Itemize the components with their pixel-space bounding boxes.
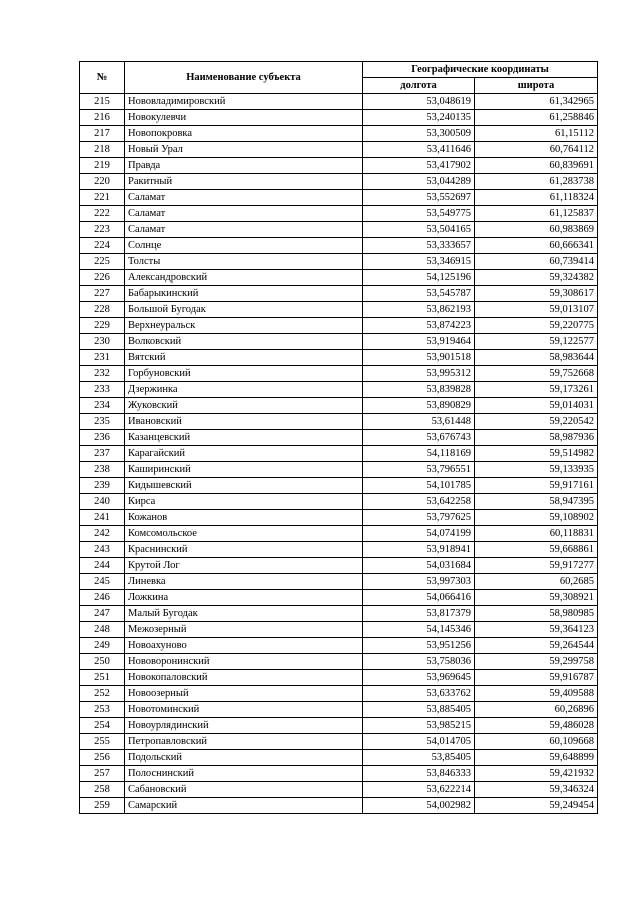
longitude-cell: 53,676743 (363, 430, 475, 446)
longitude-cell: 53,044289 (363, 174, 475, 190)
table-row (80, 526, 598, 542)
longitude-cell: 54,118169 (363, 446, 475, 462)
table-row (80, 574, 598, 590)
row-number: 259 (80, 798, 125, 814)
longitude-cell: 53,969645 (363, 670, 475, 686)
subject-name: Ракитный (125, 174, 363, 190)
row-number: 237 (80, 446, 125, 462)
table-row (80, 734, 598, 750)
latitude-cell: 59,013107 (475, 302, 598, 318)
subject-name: Горбуновский (125, 366, 363, 382)
longitude-cell: 53,995312 (363, 366, 475, 382)
longitude-cell: 53,549775 (363, 206, 475, 222)
subject-name: Подольский (125, 750, 363, 766)
latitude-cell: 59,364123 (475, 622, 598, 638)
longitude-cell: 53,346915 (363, 254, 475, 270)
subject-name: Кирса (125, 494, 363, 510)
latitude-cell: 59,324382 (475, 270, 598, 286)
latitude-cell: 59,648899 (475, 750, 598, 766)
row-number: 232 (80, 366, 125, 382)
subject-name: Новотоминский (125, 702, 363, 718)
longitude-cell: 53,901518 (363, 350, 475, 366)
row-number: 252 (80, 686, 125, 702)
longitude-cell: 53,890829 (363, 398, 475, 414)
header-number: № (80, 62, 125, 94)
longitude-cell: 53,862193 (363, 302, 475, 318)
table-row (80, 750, 598, 766)
table-row (80, 222, 598, 238)
subject-name: Толсты (125, 254, 363, 270)
subject-name: Новокулевчи (125, 110, 363, 126)
latitude-cell: 59,220775 (475, 318, 598, 334)
table-row (80, 542, 598, 558)
table-row (80, 446, 598, 462)
latitude-cell: 61,125837 (475, 206, 598, 222)
longitude-cell: 53,61448 (363, 414, 475, 430)
longitude-cell: 53,817379 (363, 606, 475, 622)
latitude-cell: 61,342965 (475, 94, 598, 110)
latitude-cell: 58,983644 (475, 350, 598, 366)
table-row (80, 686, 598, 702)
table-row (80, 782, 598, 798)
table-row (80, 654, 598, 670)
latitude-cell: 59,220542 (475, 414, 598, 430)
latitude-cell: 59,486028 (475, 718, 598, 734)
row-number: 218 (80, 142, 125, 158)
table-row (80, 414, 598, 430)
longitude-cell: 54,031684 (363, 558, 475, 574)
header-subject-name: Наименование субъекта (125, 62, 363, 94)
subject-name: Волковский (125, 334, 363, 350)
table-row (80, 606, 598, 622)
table-row (80, 350, 598, 366)
latitude-cell: 59,249454 (475, 798, 598, 814)
table-row (80, 382, 598, 398)
row-number: 257 (80, 766, 125, 782)
row-number: 228 (80, 302, 125, 318)
table-row (80, 430, 598, 446)
latitude-cell: 59,917277 (475, 558, 598, 574)
row-number: 216 (80, 110, 125, 126)
table-row (80, 798, 598, 814)
latitude-cell: 61,258846 (475, 110, 598, 126)
subject-name: Саламат (125, 190, 363, 206)
table-row (80, 318, 598, 334)
row-number: 245 (80, 574, 125, 590)
longitude-cell: 54,014705 (363, 734, 475, 750)
row-number: 215 (80, 94, 125, 110)
table-row (80, 510, 598, 526)
longitude-cell: 53,240135 (363, 110, 475, 126)
longitude-cell: 54,074199 (363, 526, 475, 542)
table-row (80, 270, 598, 286)
latitude-cell: 60,739414 (475, 254, 598, 270)
table-row (80, 670, 598, 686)
row-number: 233 (80, 382, 125, 398)
subject-name: Новоахуново (125, 638, 363, 654)
latitude-cell: 59,299758 (475, 654, 598, 670)
latitude-cell: 59,421932 (475, 766, 598, 782)
latitude-cell: 59,014031 (475, 398, 598, 414)
table-row (80, 302, 598, 318)
latitude-cell: 60,118831 (475, 526, 598, 542)
row-number: 230 (80, 334, 125, 350)
longitude-cell: 53,951256 (363, 638, 475, 654)
subject-name: Карагайский (125, 446, 363, 462)
longitude-cell: 53,758036 (363, 654, 475, 670)
longitude-cell: 53,797625 (363, 510, 475, 526)
latitude-cell: 59,308921 (475, 590, 598, 606)
row-number: 250 (80, 654, 125, 670)
latitude-cell: 60,109668 (475, 734, 598, 750)
subject-name: Правда (125, 158, 363, 174)
subject-name: Новоозерный (125, 686, 363, 702)
latitude-cell: 60,839691 (475, 158, 598, 174)
longitude-cell: 54,101785 (363, 478, 475, 494)
latitude-cell: 59,108902 (475, 510, 598, 526)
subject-name: Саламат (125, 206, 363, 222)
longitude-cell: 53,545787 (363, 286, 475, 302)
table-row (80, 110, 598, 126)
row-number: 217 (80, 126, 125, 142)
table-row (80, 366, 598, 382)
subject-name: Новокопаловский (125, 670, 363, 686)
latitude-cell: 59,916787 (475, 670, 598, 686)
latitude-cell: 59,133935 (475, 462, 598, 478)
latitude-cell: 59,752668 (475, 366, 598, 382)
longitude-cell: 53,552697 (363, 190, 475, 206)
row-number: 231 (80, 350, 125, 366)
table-row (80, 238, 598, 254)
subject-name: Вятский (125, 350, 363, 366)
table-row (80, 126, 598, 142)
subject-name: Петропавловский (125, 734, 363, 750)
longitude-cell: 54,066416 (363, 590, 475, 606)
subject-name: Солнце (125, 238, 363, 254)
longitude-cell: 53,796551 (363, 462, 475, 478)
longitude-cell: 53,918941 (363, 542, 475, 558)
row-number: 241 (80, 510, 125, 526)
row-number: 258 (80, 782, 125, 798)
latitude-cell: 59,346324 (475, 782, 598, 798)
table-row (80, 190, 598, 206)
longitude-cell: 53,642258 (363, 494, 475, 510)
latitude-cell: 60,983869 (475, 222, 598, 238)
table-row (80, 334, 598, 350)
longitude-cell: 53,048619 (363, 94, 475, 110)
subject-name: Ложкина (125, 590, 363, 606)
row-number: 227 (80, 286, 125, 302)
subject-name: Комсомольское (125, 526, 363, 542)
subject-name: Линевка (125, 574, 363, 590)
subject-name: Каширинский (125, 462, 363, 478)
longitude-cell: 53,997303 (363, 574, 475, 590)
latitude-cell: 61,15112 (475, 126, 598, 142)
latitude-cell: 58,980985 (475, 606, 598, 622)
latitude-cell: 58,987936 (475, 430, 598, 446)
latitude-cell: 59,122577 (475, 334, 598, 350)
longitude-cell: 53,622214 (363, 782, 475, 798)
latitude-cell: 59,308617 (475, 286, 598, 302)
longitude-cell: 53,417902 (363, 158, 475, 174)
table-row (80, 558, 598, 574)
table-row (80, 718, 598, 734)
longitude-cell: 53,633762 (363, 686, 475, 702)
table-row (80, 286, 598, 302)
longitude-cell: 53,85405 (363, 750, 475, 766)
subject-name: Новый Урал (125, 142, 363, 158)
subject-name: Ивановский (125, 414, 363, 430)
latitude-cell: 60,666341 (475, 238, 598, 254)
row-number: 253 (80, 702, 125, 718)
subject-name: Казанцевский (125, 430, 363, 446)
row-number: 242 (80, 526, 125, 542)
row-number: 251 (80, 670, 125, 686)
row-number: 249 (80, 638, 125, 654)
row-number: 220 (80, 174, 125, 190)
longitude-cell: 54,002982 (363, 798, 475, 814)
table-row (80, 398, 598, 414)
latitude-cell: 60,2685 (475, 574, 598, 590)
table-row (80, 622, 598, 638)
subject-name: Новоурлядинский (125, 718, 363, 734)
table-row (80, 254, 598, 270)
row-number: 229 (80, 318, 125, 334)
table-row (80, 94, 598, 110)
longitude-cell: 53,885405 (363, 702, 475, 718)
row-number: 236 (80, 430, 125, 446)
table-row (80, 174, 598, 190)
row-number: 254 (80, 718, 125, 734)
subject-name: Жуковский (125, 398, 363, 414)
latitude-cell: 58,947395 (475, 494, 598, 510)
subject-name: Верхнеуральск (125, 318, 363, 334)
latitude-cell: 61,118324 (475, 190, 598, 206)
longitude-cell: 53,504165 (363, 222, 475, 238)
subject-name: Новопокровка (125, 126, 363, 142)
table-row (80, 590, 598, 606)
row-number: 234 (80, 398, 125, 414)
row-number: 224 (80, 238, 125, 254)
subject-name: Полоснинский (125, 766, 363, 782)
coordinates-table (79, 61, 598, 814)
table-row (80, 478, 598, 494)
subject-name: Кожанов (125, 510, 363, 526)
subject-name: Дзержинка (125, 382, 363, 398)
subject-name: Крутой Лог (125, 558, 363, 574)
subject-name: Межозерный (125, 622, 363, 638)
header-geo-coordinates: Географические координаты (363, 62, 598, 78)
latitude-cell: 59,173261 (475, 382, 598, 398)
subject-name: Кидышевский (125, 478, 363, 494)
latitude-cell: 59,409588 (475, 686, 598, 702)
table-row (80, 766, 598, 782)
longitude-cell: 53,839828 (363, 382, 475, 398)
row-number: 226 (80, 270, 125, 286)
longitude-cell: 53,985215 (363, 718, 475, 734)
latitude-cell: 59,668861 (475, 542, 598, 558)
row-number: 240 (80, 494, 125, 510)
table-row (80, 494, 598, 510)
latitude-cell: 59,514982 (475, 446, 598, 462)
row-number: 248 (80, 622, 125, 638)
subject-name: Александровский (125, 270, 363, 286)
subject-name: Нововладимировский (125, 94, 363, 110)
row-number: 235 (80, 414, 125, 430)
subject-name: Малый Бугодак (125, 606, 363, 622)
row-number: 221 (80, 190, 125, 206)
longitude-cell: 53,333657 (363, 238, 475, 254)
subject-name: Бабарыкинский (125, 286, 363, 302)
row-number: 246 (80, 590, 125, 606)
longitude-cell: 53,300509 (363, 126, 475, 142)
row-number: 223 (80, 222, 125, 238)
row-number: 255 (80, 734, 125, 750)
latitude-cell: 60,26896 (475, 702, 598, 718)
table-row (80, 702, 598, 718)
longitude-cell: 54,145346 (363, 622, 475, 638)
table-row (80, 462, 598, 478)
row-number: 247 (80, 606, 125, 622)
row-number: 256 (80, 750, 125, 766)
row-number: 239 (80, 478, 125, 494)
subject-name: Большой Бугодак (125, 302, 363, 318)
row-number: 222 (80, 206, 125, 222)
row-number: 243 (80, 542, 125, 558)
table-row (80, 638, 598, 654)
latitude-cell: 59,917161 (475, 478, 598, 494)
subject-name: Краснинский (125, 542, 363, 558)
row-number: 238 (80, 462, 125, 478)
longitude-cell: 54,125196 (363, 270, 475, 286)
subject-name: Сабановский (125, 782, 363, 798)
table-row (80, 142, 598, 158)
subject-name: Саламат (125, 222, 363, 238)
subject-name: Самарский (125, 798, 363, 814)
table-row (80, 158, 598, 174)
row-number: 244 (80, 558, 125, 574)
header-longitude: долгота (363, 78, 475, 94)
longitude-cell: 53,411646 (363, 142, 475, 158)
latitude-cell: 60,764112 (475, 142, 598, 158)
longitude-cell: 53,919464 (363, 334, 475, 350)
row-number: 225 (80, 254, 125, 270)
row-number: 219 (80, 158, 125, 174)
longitude-cell: 53,846333 (363, 766, 475, 782)
longitude-cell: 53,874223 (363, 318, 475, 334)
subject-name: Нововоронинский (125, 654, 363, 670)
header-latitude: широта (475, 78, 598, 94)
latitude-cell: 61,283738 (475, 174, 598, 190)
table-row (80, 206, 598, 222)
latitude-cell: 59,264544 (475, 638, 598, 654)
